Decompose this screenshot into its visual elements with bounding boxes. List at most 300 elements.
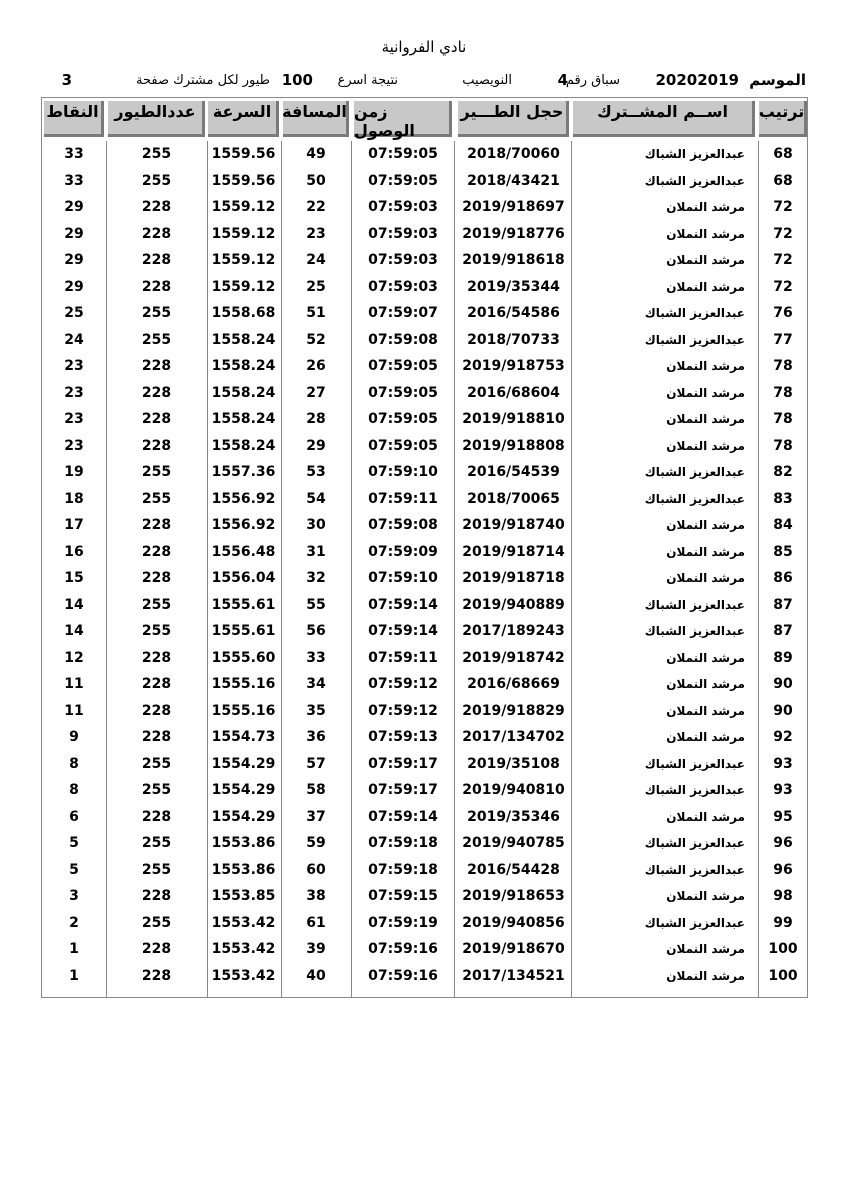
arrival-cell: 07:59:10 <box>368 464 438 480</box>
distance-cell: 22 <box>306 199 326 215</box>
header-participant: اســم المشــترك <box>573 101 755 137</box>
table-row <box>42 645 807 672</box>
arrival-cell: 07:59:03 <box>368 199 438 215</box>
distance-cell: 51 <box>306 305 326 321</box>
distance-cell: 38 <box>306 888 326 904</box>
birds-cell: 255 <box>141 914 172 931</box>
rank-cell: 68 <box>773 146 793 162</box>
speed-cell: 1555.16 <box>211 702 276 719</box>
birds-per-participant-label: طيور لكل مشترك صفحة <box>136 73 270 88</box>
participant-cell: مرشد النملان <box>666 226 745 241</box>
arrival-cell: 07:59:16 <box>368 967 438 984</box>
distance-cell: 59 <box>306 835 326 851</box>
participant-cell: عبدالعزيز الشباك <box>644 306 745 320</box>
ring-cell: 2016/54586 <box>467 305 560 321</box>
speed-cell: 1555.60 <box>211 649 276 666</box>
ring-cell: 2018/70065 <box>467 490 560 507</box>
rank-cell: 83 <box>773 490 793 507</box>
birds-cell: 228 <box>141 967 172 984</box>
distance-cell: 58 <box>306 782 326 798</box>
arrival-cell: 07:59:11 <box>368 649 438 666</box>
points-cell: 6 <box>69 808 79 825</box>
speed-cell: 1558.24 <box>211 331 276 348</box>
points-cell: 11 <box>64 676 84 692</box>
points-cell: 29 <box>64 252 84 268</box>
rank-cell: 87 <box>773 623 793 639</box>
participant-cell: مرشد النملان <box>666 518 745 532</box>
table-row <box>42 327 807 354</box>
table-row <box>42 804 807 831</box>
points-cell: 9 <box>69 729 79 745</box>
distance-cell: 52 <box>306 331 326 348</box>
birds-cell: 228 <box>141 888 172 904</box>
speed-cell: 1559.56 <box>211 172 276 189</box>
birds-cell: 255 <box>141 835 172 851</box>
participant-cell: مرشد النملان <box>666 200 745 214</box>
speed-cell: 1556.92 <box>211 517 276 533</box>
distance-cell: 55 <box>306 596 326 613</box>
result-label: نتيجة اسرع <box>337 73 398 88</box>
table-row <box>42 618 807 645</box>
distance-cell: 60 <box>306 861 326 878</box>
ring-cell: 2019/918810 <box>462 411 565 427</box>
race-number-value: 4 <box>557 71 568 89</box>
birds-cell: 228 <box>141 729 172 745</box>
distance-cell: 39 <box>306 941 326 957</box>
birds-cell: 228 <box>141 808 172 825</box>
distance-cell: 30 <box>306 517 326 533</box>
participant-cell: مرشد النملان <box>666 942 745 956</box>
points-cell: 24 <box>64 331 84 348</box>
participant-cell: عبدالعزيز الشباك <box>644 491 745 506</box>
birds-cell: 255 <box>141 172 172 189</box>
speed-cell: 1556.48 <box>211 543 276 560</box>
arrival-cell: 07:59:17 <box>368 782 438 798</box>
ring-cell: 2019/918740 <box>462 517 565 533</box>
rank-cell: 93 <box>773 782 793 798</box>
arrival-cell: 07:59:10 <box>368 570 438 586</box>
points-cell: 1 <box>69 967 79 984</box>
ring-cell: 2019/918618 <box>462 252 565 268</box>
race-number-label: سباق رقم <box>565 73 620 88</box>
points-cell: 23 <box>64 358 84 374</box>
distance-cell: 50 <box>306 172 326 189</box>
points-cell: 23 <box>64 384 84 401</box>
birds-cell: 228 <box>141 649 172 666</box>
table-row <box>42 512 807 539</box>
table-row <box>42 565 807 592</box>
participant-cell: مرشد النملان <box>666 650 745 665</box>
table-row <box>42 168 807 195</box>
rank-cell: 78 <box>773 358 793 374</box>
rank-cell: 90 <box>773 702 793 719</box>
speed-cell: 1553.42 <box>211 941 276 957</box>
birds-cell: 255 <box>141 782 172 798</box>
header-rank: ترتيب <box>759 101 807 137</box>
ring-cell: 2019/918653 <box>462 888 565 904</box>
speed-cell: 1555.61 <box>211 596 276 613</box>
speed-cell: 1556.92 <box>211 490 276 507</box>
rank-cell: 93 <box>773 755 793 772</box>
rank-cell: 78 <box>773 384 793 401</box>
distance-cell: 28 <box>306 411 326 427</box>
header-arrival: زمن الوصول <box>354 101 452 137</box>
speed-cell: 1553.42 <box>211 914 276 931</box>
birds-cell: 228 <box>141 411 172 427</box>
points-cell: 3 <box>69 888 79 904</box>
participant-cell: مرشد النملان <box>666 359 745 373</box>
points-cell: 19 <box>64 464 84 480</box>
participant-cell: عبدالعزيز الشباك <box>644 173 745 188</box>
participant-cell: مرشد النملان <box>666 703 745 718</box>
arrival-cell: 07:59:18 <box>368 861 438 878</box>
rank-cell: 100 <box>768 967 798 984</box>
birds-cell: 228 <box>141 941 172 957</box>
rank-cell: 72 <box>773 225 793 242</box>
speed-cell: 1558.68 <box>211 305 276 321</box>
speed-cell: 1553.86 <box>211 835 276 851</box>
ring-cell: 2016/54428 <box>467 861 560 878</box>
rank-cell: 96 <box>773 861 793 878</box>
participant-cell: مرشد النملان <box>666 279 745 294</box>
ring-cell: 2019/940856 <box>462 914 565 931</box>
rank-cell: 98 <box>773 888 793 904</box>
header-distance: المسافة <box>283 101 349 137</box>
points-cell: 23 <box>64 437 84 454</box>
points-cell: 16 <box>64 543 84 560</box>
points-cell: 2 <box>69 914 79 931</box>
arrival-cell: 07:59:03 <box>368 225 438 242</box>
table-row <box>42 698 807 725</box>
distance-cell: 27 <box>306 384 326 401</box>
table-row <box>42 724 807 751</box>
arrival-cell: 07:59:18 <box>368 835 438 851</box>
participant-cell: مرشد النملان <box>666 571 745 585</box>
arrival-cell: 07:59:12 <box>368 676 438 692</box>
arrival-cell: 07:59:08 <box>368 331 438 348</box>
participant-cell: مرشد النملان <box>666 809 745 824</box>
points-cell: 12 <box>64 649 84 666</box>
header-speed: السرعة <box>208 101 279 137</box>
birds-cell: 255 <box>141 146 172 162</box>
participant-cell: عبدالعزيز الشباك <box>644 332 745 347</box>
club-title: نادي الفروانية <box>381 38 467 56</box>
points-cell: 29 <box>64 225 84 242</box>
ring-cell: 2018/70060 <box>467 146 560 162</box>
ring-cell: 2017/134521 <box>462 967 565 984</box>
ring-cell: 2019/940785 <box>462 835 565 851</box>
birds-cell: 255 <box>141 755 172 772</box>
points-cell: 14 <box>64 623 84 639</box>
distance-cell: 36 <box>306 729 326 745</box>
table-row <box>42 221 807 248</box>
points-cell: 5 <box>69 861 79 878</box>
participant-cell: عبدالعزيز الشباك <box>644 465 745 479</box>
speed-cell: 1555.61 <box>211 623 276 639</box>
arrival-cell: 07:59:05 <box>368 411 438 427</box>
distance-cell: 56 <box>306 623 326 639</box>
speed-cell: 1558.24 <box>211 358 276 374</box>
arrival-cell: 07:59:15 <box>368 888 438 904</box>
participant-cell: عبدالعزيز الشباك <box>644 756 745 771</box>
table-row <box>42 830 807 857</box>
points-cell: 15 <box>64 570 84 586</box>
table-row <box>42 459 807 486</box>
speed-cell: 1559.12 <box>211 252 276 268</box>
table-row <box>42 194 807 221</box>
ring-cell: 2019/918753 <box>462 358 565 374</box>
table-row <box>42 857 807 884</box>
ring-cell: 2019/918776 <box>462 225 565 242</box>
participant-cell: عبدالعزيز الشباك <box>644 597 745 612</box>
birds-cell: 255 <box>141 623 172 639</box>
table-row <box>42 380 807 407</box>
table-row <box>42 910 807 937</box>
speed-cell: 1559.12 <box>211 199 276 215</box>
rank-cell: 78 <box>773 411 793 427</box>
table-row <box>42 274 807 301</box>
ring-cell: 2019/35344 <box>467 278 560 295</box>
rank-cell: 84 <box>773 517 793 533</box>
birds-cell: 255 <box>141 305 172 321</box>
arrival-cell: 07:59:05 <box>368 358 438 374</box>
rank-cell: 85 <box>773 543 793 560</box>
birds-cell: 228 <box>141 358 172 374</box>
speed-cell: 1556.04 <box>211 570 276 586</box>
speed-cell: 1554.29 <box>211 755 276 772</box>
table-row <box>42 751 807 778</box>
rank-cell: 87 <box>773 596 793 613</box>
arrival-cell: 07:59:17 <box>368 755 438 772</box>
distance-cell: 53 <box>306 464 326 480</box>
table-row <box>42 963 807 990</box>
birds-cell: 255 <box>141 596 172 613</box>
ring-cell: 2019/918670 <box>462 941 565 957</box>
arrival-cell: 07:59:09 <box>368 543 438 560</box>
speed-cell: 1559.12 <box>211 278 276 295</box>
race-name: النويصيب <box>462 73 512 88</box>
arrival-cell: 07:59:16 <box>368 941 438 957</box>
participant-cell: مرشد النملان <box>666 253 745 267</box>
arrival-cell: 07:59:13 <box>368 729 438 745</box>
ring-cell: 2016/54539 <box>467 464 560 480</box>
speed-cell: 1559.56 <box>211 146 276 162</box>
ring-cell: 2016/68669 <box>467 676 560 692</box>
ring-cell: 2018/70733 <box>467 331 560 348</box>
speed-cell: 1557.36 <box>211 464 276 480</box>
points-cell: 23 <box>64 411 84 427</box>
points-cell: 14 <box>64 596 84 613</box>
ring-cell: 2017/134702 <box>462 729 565 745</box>
speed-cell: 1554.29 <box>211 808 276 825</box>
ring-cell: 2019/918714 <box>462 543 565 560</box>
participant-cell: مرشد النملان <box>666 730 745 744</box>
arrival-cell: 07:59:05 <box>368 172 438 189</box>
table-row <box>42 883 807 910</box>
table-row <box>42 406 807 433</box>
rank-cell: 72 <box>773 199 793 215</box>
distance-cell: 40 <box>306 967 326 984</box>
birds-count: 100 <box>281 71 313 89</box>
table-row <box>42 539 807 566</box>
rank-cell: 96 <box>773 835 793 851</box>
points-cell: 5 <box>69 835 79 851</box>
birds-cell: 228 <box>141 676 172 692</box>
table-row <box>42 353 807 380</box>
rank-cell: 89 <box>773 649 793 666</box>
participant-cell: عبدالعزيز الشباك <box>644 836 745 850</box>
arrival-cell: 07:59:05 <box>368 146 438 162</box>
points-cell: 17 <box>64 517 84 533</box>
ring-cell: 2019/35108 <box>467 755 560 772</box>
birds-cell: 255 <box>141 490 172 507</box>
speed-cell: 1558.24 <box>211 384 276 401</box>
participant-cell: عبدالعزيز الشباك <box>644 624 745 638</box>
ring-cell: 2018/43421 <box>467 172 560 189</box>
table-row <box>42 247 807 274</box>
rank-cell: 72 <box>773 252 793 268</box>
table-row <box>42 936 807 963</box>
arrival-cell: 07:59:11 <box>368 490 438 507</box>
birds-cell: 228 <box>141 702 172 719</box>
arrival-cell: 07:59:14 <box>368 596 438 613</box>
distance-cell: 35 <box>306 702 326 719</box>
ring-cell: 2019/918697 <box>462 199 565 215</box>
participant-cell: مرشد النملان <box>666 889 745 903</box>
points-cell: 33 <box>64 172 84 189</box>
ring-cell: 2019/940810 <box>462 782 565 798</box>
rank-cell: 68 <box>773 172 793 189</box>
distance-cell: 54 <box>306 490 326 507</box>
birds-cell: 255 <box>141 861 172 878</box>
participant-cell: عبدالعزيز الشباك <box>644 783 745 797</box>
arrival-cell: 07:59:14 <box>368 808 438 825</box>
ring-cell: 2019/918829 <box>462 702 565 719</box>
points-cell: 8 <box>69 755 79 772</box>
speed-cell: 1553.86 <box>211 861 276 878</box>
distance-cell: 57 <box>306 755 326 772</box>
speed-cell: 1553.85 <box>211 888 276 904</box>
points-cell: 29 <box>64 278 84 295</box>
distance-cell: 61 <box>306 914 326 931</box>
distance-cell: 24 <box>306 252 326 268</box>
table-row <box>42 777 807 804</box>
race-info-bar <box>42 72 806 92</box>
table-row <box>42 486 807 513</box>
speed-cell: 1555.16 <box>211 676 276 692</box>
speed-cell: 1559.12 <box>211 225 276 242</box>
ring-cell: 2019/918808 <box>462 437 565 454</box>
points-cell: 25 <box>64 305 84 321</box>
points-cell: 29 <box>64 199 84 215</box>
participant-cell: عبدالعزيز الشباك <box>644 147 745 161</box>
birds-cell: 228 <box>141 225 172 242</box>
rank-cell: 95 <box>773 808 793 825</box>
ring-cell: 2019/918718 <box>462 570 565 586</box>
rank-cell: 86 <box>773 570 793 586</box>
rank-cell: 92 <box>773 729 793 745</box>
participant-cell: مرشد النملان <box>666 677 745 691</box>
distance-cell: 37 <box>306 808 326 825</box>
participant-cell: مرشد النملان <box>666 412 745 426</box>
ring-cell: 2019/918742 <box>462 649 565 666</box>
arrival-cell: 07:59:08 <box>368 517 438 533</box>
speed-cell: 1558.24 <box>211 411 276 427</box>
season-label: الموسم <box>749 71 806 89</box>
table-row <box>42 592 807 619</box>
distance-cell: 33 <box>306 649 326 666</box>
header-ring: حجل الطـــير <box>458 101 569 137</box>
season-value: 20202019 <box>655 71 739 89</box>
ring-cell: 2016/68604 <box>467 384 560 401</box>
distance-cell: 49 <box>306 146 326 162</box>
distance-cell: 32 <box>306 570 326 586</box>
table-row <box>42 300 807 327</box>
distance-cell: 25 <box>306 278 326 295</box>
birds-cell: 228 <box>141 517 172 533</box>
distance-cell: 23 <box>306 225 326 242</box>
distance-cell: 26 <box>306 358 326 374</box>
participant-cell: مرشد النملان <box>666 968 745 983</box>
results-table <box>41 97 808 998</box>
birds-cell: 228 <box>141 437 172 454</box>
ring-cell: 2019/35346 <box>467 808 560 825</box>
points-cell: 33 <box>64 146 84 162</box>
arrival-cell: 07:59:19 <box>368 914 438 931</box>
header-birds: عددالطيور <box>108 101 205 137</box>
participant-cell: عبدالعزيز الشباك <box>644 915 745 930</box>
participant-cell: مرشد النملان <box>666 438 745 453</box>
arrival-cell: 07:59:05 <box>368 384 438 401</box>
page-number: 3 <box>61 71 72 89</box>
birds-cell: 255 <box>141 464 172 480</box>
distance-cell: 31 <box>306 543 326 560</box>
birds-cell: 228 <box>141 199 172 215</box>
ring-cell: 2019/940889 <box>462 596 565 613</box>
rank-cell: 82 <box>773 464 793 480</box>
arrival-cell: 07:59:14 <box>368 623 438 639</box>
birds-cell: 228 <box>141 252 172 268</box>
rank-cell: 90 <box>773 676 793 692</box>
participant-cell: مرشد النملان <box>666 544 745 559</box>
rank-cell: 99 <box>773 914 793 931</box>
birds-cell: 228 <box>141 278 172 295</box>
arrival-cell: 07:59:03 <box>368 278 438 295</box>
points-cell: 18 <box>64 490 84 507</box>
rank-cell: 72 <box>773 278 793 295</box>
arrival-cell: 07:59:12 <box>368 702 438 719</box>
rank-cell: 76 <box>773 305 793 321</box>
birds-cell: 228 <box>141 384 172 401</box>
rank-cell: 100 <box>768 941 798 957</box>
speed-cell: 1553.42 <box>211 967 276 984</box>
participant-cell: مرشد النملان <box>666 385 745 400</box>
arrival-cell: 07:59:05 <box>368 437 438 454</box>
arrival-cell: 07:59:07 <box>368 305 438 321</box>
ring-cell: 2017/189243 <box>462 623 565 639</box>
participant-cell: عبدالعزيز الشباك <box>644 862 745 877</box>
arrival-cell: 07:59:03 <box>368 252 438 268</box>
table-row <box>42 433 807 460</box>
table-row <box>42 671 807 698</box>
speed-cell: 1554.73 <box>211 729 276 745</box>
header-points: النقاط <box>44 101 104 137</box>
rank-cell: 78 <box>773 437 793 454</box>
table-row <box>42 141 807 168</box>
points-cell: 8 <box>69 782 79 798</box>
distance-cell: 29 <box>306 437 326 454</box>
points-cell: 1 <box>69 941 79 957</box>
